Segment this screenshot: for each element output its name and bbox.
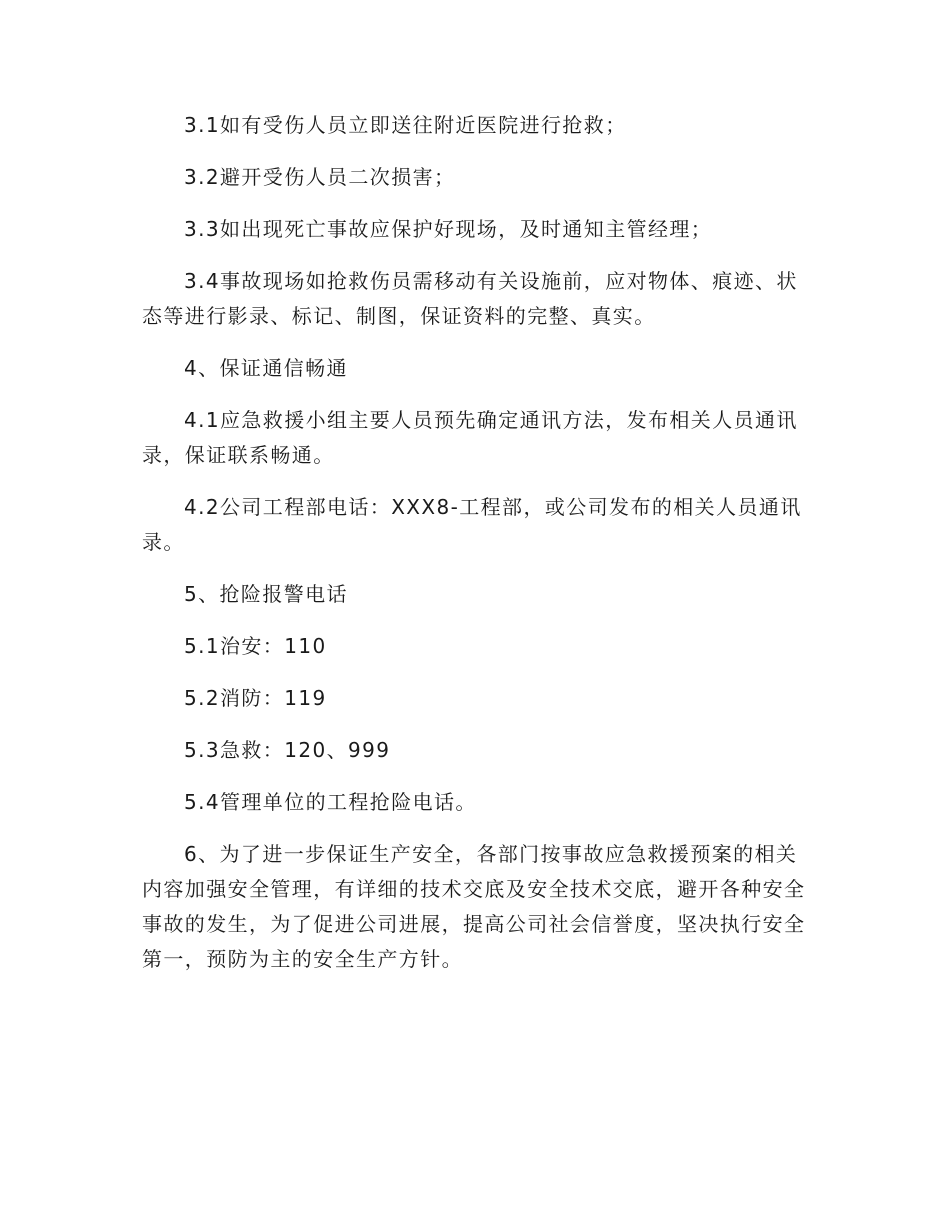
paragraph-4-1: 4.1应急救援小组主要人员预先确定通讯方法，发布相关人员通讯录，保证联系畅通。: [142, 408, 798, 467]
paragraph-3-1: 3.1如有受伤人员立即送往附近医院进行抢救；: [184, 113, 627, 137]
document-body: [142, 108, 812, 977]
paragraph-5-3: 5.3急救：120、999: [184, 738, 391, 762]
heading-4: 4、保证通信畅通: [184, 356, 348, 380]
paragraph-3-3: 3.3如出现死亡事故应保护好现场，及时通知主管经理；: [184, 217, 713, 241]
paragraph-4-2: 4.2公司工程部电话：XXX8-工程部，或公司发布的相关人员通讯录。: [142, 495, 802, 554]
heading-5: 5、抢险报警电话: [184, 582, 348, 606]
paragraph-5-4: 5.4管理单位的工程抢险电话。: [184, 790, 477, 814]
paragraph-5-2: 5.2消防：119: [184, 686, 327, 710]
paragraph-3-2: 3.2避开受伤人员二次损害；: [184, 165, 456, 189]
paragraph-5-1: 5.1治安：110: [184, 634, 327, 658]
paragraph-3-4: 3.4事故现场如抢救伤员需移动有关设施前，应对物体、痕迹、状态等进行影录、标记、制图，保证资料的完整、真实。: [142, 269, 798, 328]
paragraph-6: 6、为了进一步保证生产安全，各部门按事故应急救援预案的相关内容加强安全管理，有详细的技术交底及安全技术交底，避开各种安全事故的发生，为了促进公司进展，提高公司社会信誉度，坚决执行安全第一，预防为主的安全生产方针。: [142, 842, 806, 971]
